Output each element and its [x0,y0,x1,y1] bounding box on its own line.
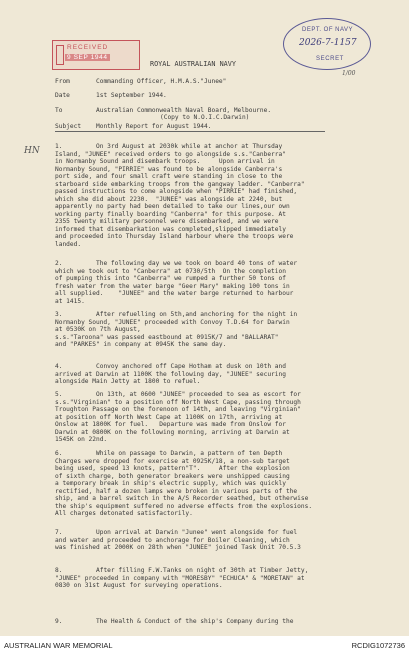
received-stamp [52,40,140,70]
paragraph-number: 1. [55,143,63,150]
paragraph-line: working party finally boarding "Canberra" for this purpose. At [55,210,286,218]
paragraph-line: 1545K on 22nd. [55,436,108,443]
margin-note-top-right: 1/00 [342,70,356,77]
footer-archive-name: AUSTRALIAN WAR MEMORIAL [4,641,113,650]
document-title: ROYAL AUSTRALIAN NAVY [150,60,236,68]
paragraph-number: 7. [55,529,63,536]
paragraph-line: and proceeded into Thursday Island harbour where the troops were [55,233,294,240]
paragraph-line: was finished at 2000K on 28th when "JUNEE" joined Task Unit 70.5.3 [55,544,301,551]
paragraph-line: landed. [55,240,82,248]
copy-to-value: (Copy to N.O.I.C.Darwin) [160,114,250,121]
paragraph-line: Onslow at 1800K for fuel. Departure was made from Onslow for [55,421,286,428]
date-value: 1st September 1944. [96,92,167,99]
subject-label: Subject [55,123,82,130]
stamp-frame [56,45,64,65]
paragraph-line: arrived at Darwin at 1100K the following day, "JUNEE" securing [55,370,286,378]
paragraph-line: After filling F.W.Tanks on night of 30th at Timber Jetty, [96,567,309,574]
paragraph-number: 2. [55,260,63,267]
paragraph-line: at position off North West Cape at 1100K on 17th, arriving at [55,413,283,421]
paragraph-line: Convoy anchored off Cape Hotham at dusk on 10th and [96,363,286,370]
paragraph-line: The following day we we took on board 40 tons of water [96,260,298,267]
paragraph-line: at 1415. [55,297,85,305]
paragraph-line: which we took out to "Canberra" at 0730/5th On the completion [55,267,286,275]
margin-note-hn: HN [24,146,40,156]
navy-department-stamp [283,18,371,70]
paragraph-line: Normanby Sound, "JUNEE" proceeded with Convoy T.D.64 for Darwin [55,318,290,326]
paragraph-line: and "PARKES" in company at 0945K the same day. [55,341,227,348]
paragraph-number: 5. [55,391,63,398]
paragraph-line: and water and proceeded to anchorage for Boiler Cleaning, which [55,536,290,544]
paragraph-line: s.s."Virginian" to a position off North West Cape, passing through [55,398,301,406]
paragraph-number: 9. [55,618,63,625]
paragraph-line: port side, and four small craft were standing in close to the [55,173,283,180]
paragraph-line: starboard side embarking troops from the gangway ladder. "Canberra" [55,180,305,188]
paragraph-line: of sixth charge, both generator breakers were unshipped causing [55,472,290,480]
paragraph-line: Normanby Sound, "PIRRIE" was found to be alongside Canberra's [55,165,283,173]
paragraph-line: Charges were dropped for exercise at 0925K/18, a non-sub target [55,457,290,465]
paragraph-line: which she did about 2230. "JUNEE" was alongside at 2240, but [55,195,283,203]
paragraph-line: Darwin at 0800K on the following morning, arriving at Darwin at [55,428,290,436]
paragraph-line: While on passage to Darwin, a pattern of ten Depth [96,450,283,457]
received-stamp-date: 9 SEP 1944 [67,54,108,61]
from-value: Commanding Officer, H.M.A.S."Junee" [96,78,227,85]
paragraph-line: passed instructions to come alongside when "PIRRIE" had finished, [55,188,298,195]
to-label: To [55,107,63,114]
paragraph-number: 8. [55,567,63,574]
paragraph-number: 3. [55,311,63,318]
paragraph-number: 4. [55,363,63,370]
paragraph-line: a temporary break in ship's electric supply, which was quickly [55,480,286,487]
paragraph-line: All charges detonated satisfactorily. [55,510,193,517]
paragraph-line: rectified, half a dozen lamps were broken in various parts of the [55,487,298,495]
paragraph-line: in Normanby Sound and disembark troops. Upon arrival in [55,158,275,165]
received-stamp-line1: RECEIVED [67,44,109,51]
navy-stamp-title: DEPT. OF NAVY [302,27,354,33]
paragraph-line: Troughton Passage on the forenoon of 14th, and leaving "Virginian" [55,406,301,413]
navy-stamp-number: 2026-7-1157 [299,38,357,48]
paragraph-line: at 0530K on 7th August, [55,326,141,333]
paragraph-line: fresh water from the water barge "Geer Mary" making 100 tons in [55,282,290,290]
paragraph-line: of pumping this into "Canberra" we rumped a further 50 tons of [55,275,286,282]
paragraph-line: s.s."Taroona" was passed eastbound at 0915K/7 and "BALLARAT" [55,333,279,341]
paragraph-line: 0830 on 31st August for surveying operations. [55,582,223,589]
paragraph-line: Upon arrival at Darwin "Junee" went alongside for fuel [96,529,298,536]
subject-value: Monthly Report for August 1944. [96,123,212,130]
paragraph-line: being used, speed 13 knots, pattern"T". After the explosion [55,465,290,472]
paragraph-line: The Health & Conduct of the ship's Company during the [96,618,294,625]
paragraph-number: 6. [55,450,63,457]
paragraph-line: ship, and a barrel switch in the A/S Recorder seathed, but otherwise [55,495,309,502]
paragraph-line: 2355 twenty military personnel were disembarked, and we were [55,218,279,225]
navy-stamp-classification: SECRET [316,56,344,62]
paragraph-line: the ship's equipment suffered no adverse effects from the explosions. [55,502,313,510]
paragraph-line: On 13th, at 0600 "JUNEE" proceeded to sea as escort for [96,391,301,398]
paragraph-line: After refuelling on 5th,and anchoring for the night in [96,311,298,318]
paragraph-line: apparently no party had been detailed to take our lines,our own [55,203,290,210]
footer-record-id: RCDIG1072736 [351,641,405,650]
paragraph-line: Island, "JUNEE" received orders to go alongside s.s."Canberra" [55,150,286,158]
paragraph-line: all supplied. "JUNEE" and the water barge returned to harbour [55,290,294,297]
paragraph-line: informed that disembarkation was completed,slipped immediately [55,225,286,233]
from-label: From [55,78,70,85]
paragraph-line: On 3rd August at 2030k while at anchor at Thursday [96,143,283,150]
header-divider [55,131,325,132]
paragraph-line: "JUNEE" proceeded in company with "MORESBY" "ECHUCA" & "MORETAN" at [55,574,305,582]
date-label: Date [55,92,70,99]
paragraph-line: alongside Main Jetty at 1800 to refuel. [55,378,201,385]
to-value: Australian Commonwealth Naval Board, Melbourne. [96,107,272,114]
